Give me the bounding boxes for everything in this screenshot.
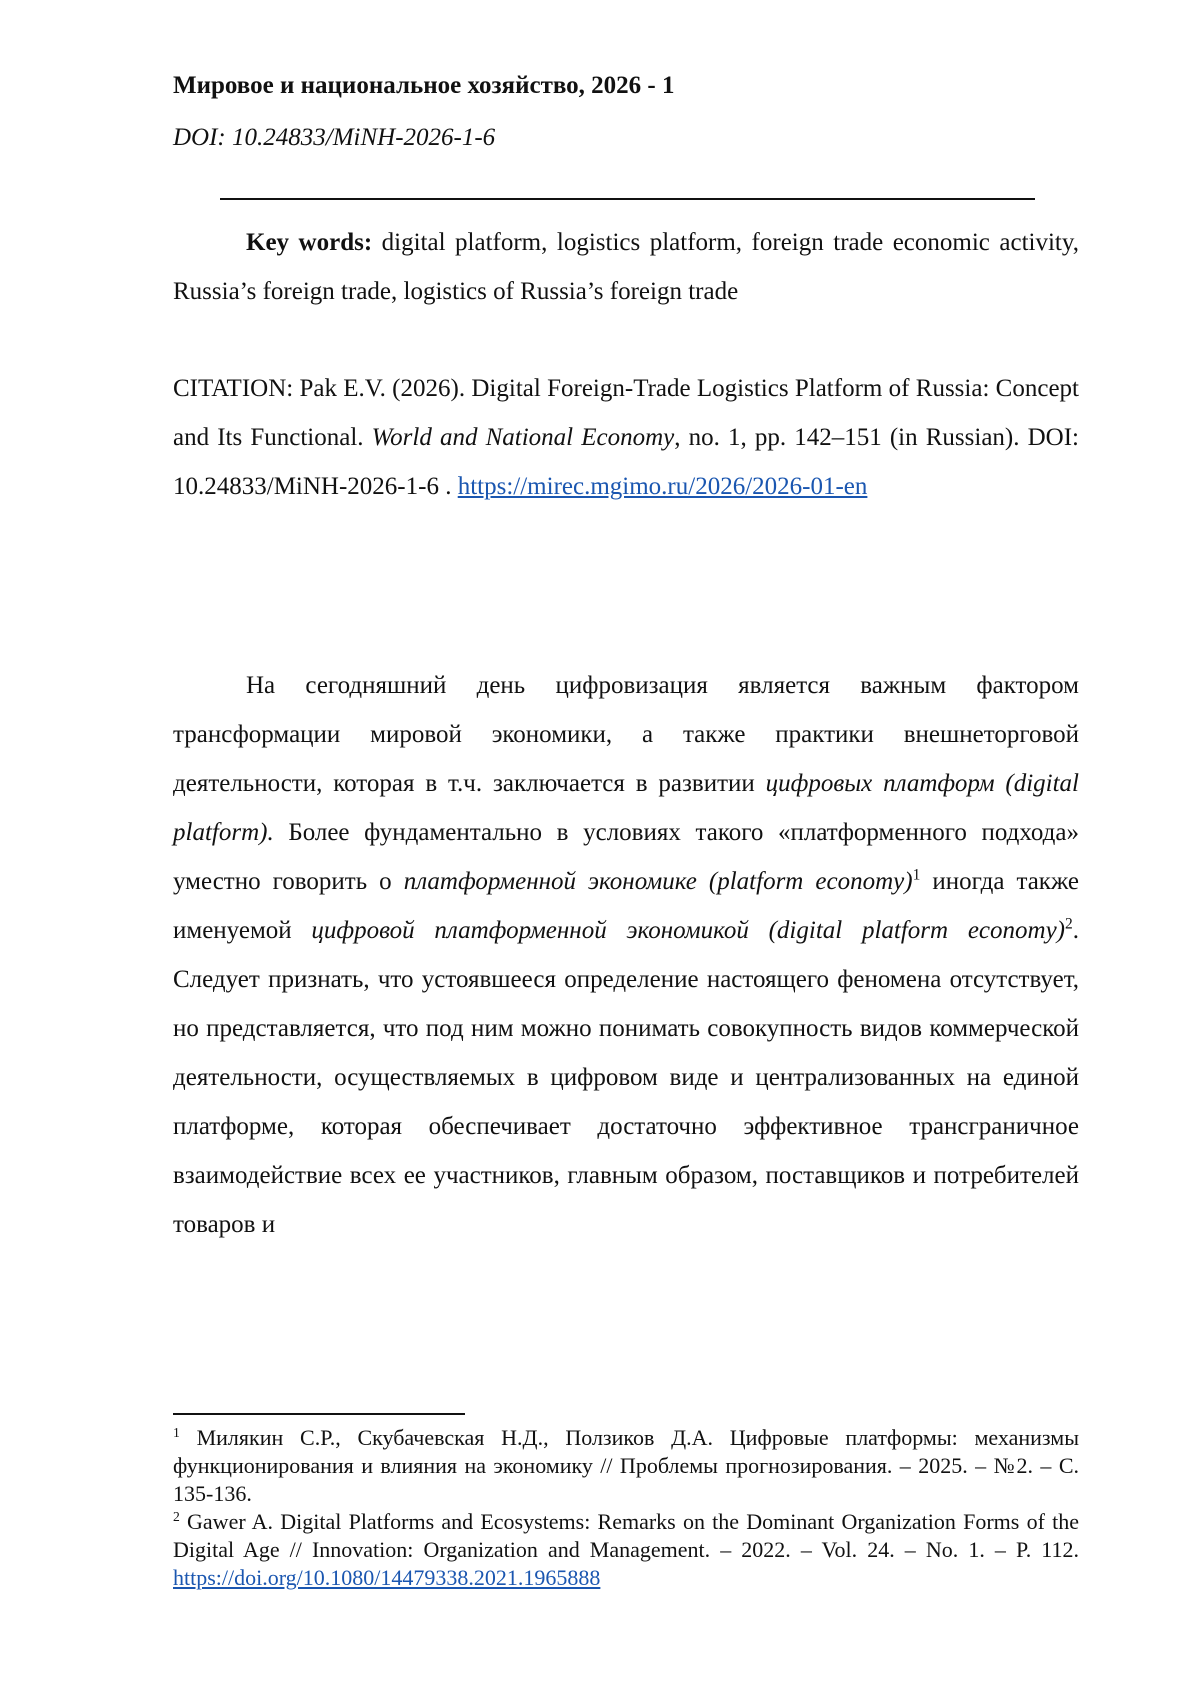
footnote-number: 2 [173,1508,180,1524]
body-term: платформенной экономике (platform economy) [403,868,913,895]
footnote-1 [173,1424,1079,1508]
footnote-number: 1 [173,1424,180,1440]
keywords-text: digital platform, logistics platform, foreign trade economic activity, Russia’s foreign trade, logistics of Russia’s foreign trade [173,229,1079,305]
citation-details: , no. 1, pp. 142–151 (in Russian). DOI: 10.24833/MiNH-2026-1-6 . [173,424,1079,500]
body-text: иногда также именуемой [173,868,1079,944]
body-term: цифровых платформ (digital platform). [173,770,1079,846]
header-divider [220,198,1035,200]
footnote-ref-1[interactable]: 1 [912,866,921,884]
journal-title: Мировое и национальное хозяйство, 2026 - 1 [173,72,675,99]
footnote-ref-2[interactable]: 2 [1065,915,1073,933]
footnote-text: Милякин С.Р., Скубачевская Н.Д., Ползиков Д.А. Цифровые платформы: механизмы функционирования и влияния на экономику // Проблемы прогнозирования. – 2025. – №2. – С. 135-136. [173,1425,1079,1506]
article-doi: DOI: 10.24833/MiNH-2026-1-6 [173,124,496,151]
footnote-text: Gawer A. Digital Platforms and Ecosystems: Remarks on the Dominant Organization Forms of the Digital Age // Innovation: Organization and Management. – 2022. – Vol. 24. – No. 1. – P. 112. [173,1509,1079,1562]
citation-text: CITATION: Pak E.V. (2026). Digital Foreign-Trade Logistics Platform of Russia: Concept and Its Functional. [173,375,1079,451]
body-text: . Следует признать, что устоявшееся определение настоящего феномена отсутствует, но представляется, что под ним можно понимать совокупность видов коммерческой деятельности, осуществляемых в цифровом виде и централизованных на единой платформе, которая обеспечивает достаточно эффективное трансграничное взаимодействие всех ее участников, главным образом, поставщиков и потребителей товаров и [173,917,1079,1238]
footnote-2 [173,1508,1079,1592]
citation-paragraph [173,364,1079,511]
keywords-paragraph [173,218,1079,316]
citation-link[interactable]: https://mirec.mgimo.ru/2026/2026-01-en [457,473,868,500]
footnote-doi-link[interactable]: https://doi.org/10.1080/14479338.2021.1965888 [173,1565,601,1590]
body-term: цифровой платформенной экономикой (digital platform economy) [311,917,1065,944]
body-text: На сегодняшний день цифровизация является важным фактором трансформации мировой экономики, а также практики внешнеторговой деятельности, которая в т.ч. заключается в развитии [173,672,1079,797]
footnotes [173,1424,1079,1592]
body-text: Более фундаментально в условиях такого «платформенного подхода» уместно говорить о [173,819,1079,895]
footnote-divider [173,1413,465,1415]
citation-journal: World and National Economy [371,424,675,451]
keywords-label: Key words: [246,229,373,256]
body-paragraph [173,661,1079,1249]
